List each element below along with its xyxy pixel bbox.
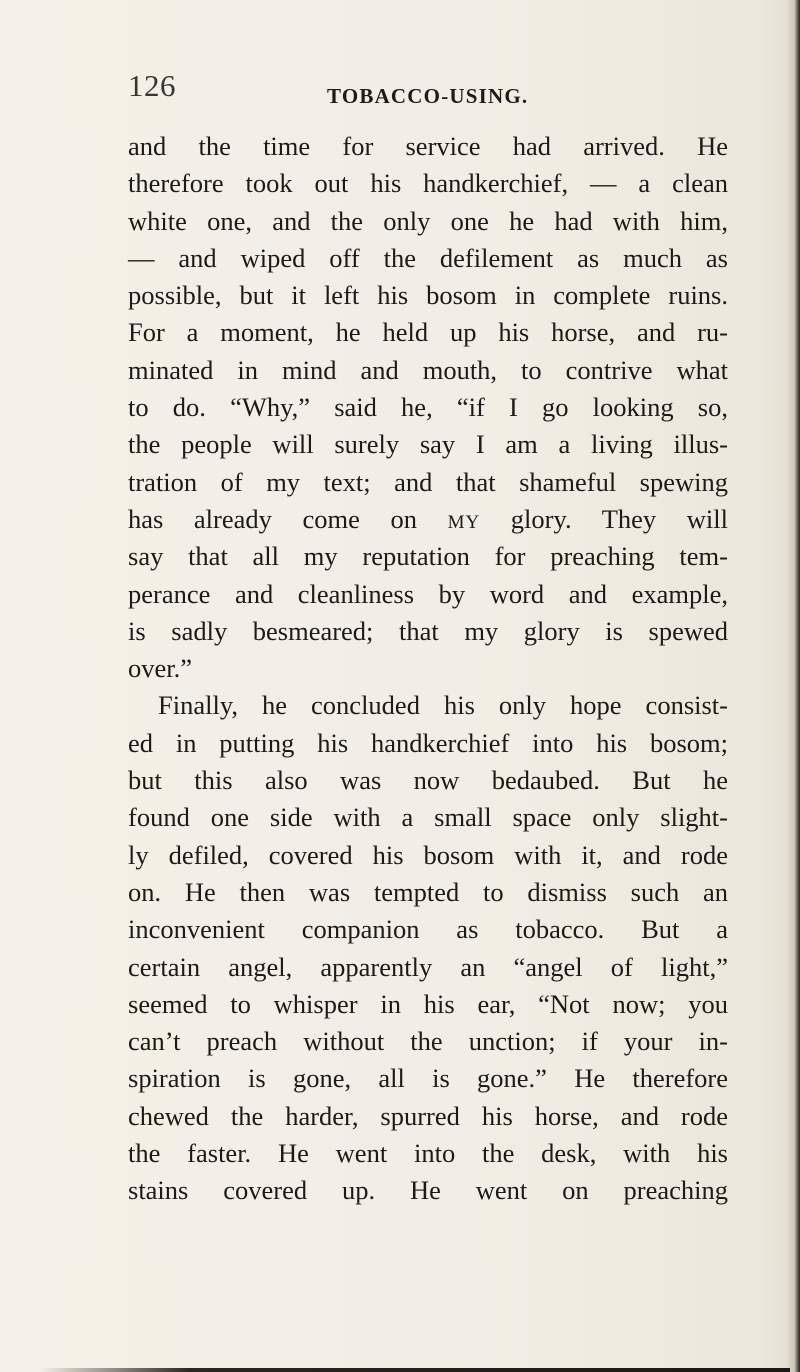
- text-line: to do. “Why,” said he, “if I go looking so,: [128, 392, 728, 423]
- page-number: 126: [128, 68, 176, 103]
- text-line: stains covered up. He went on preaching: [128, 1175, 728, 1206]
- text-line: therefore took out his handkerchief, — a clean: [128, 168, 728, 199]
- text-line: inconvenient companion as tobacco. But a: [128, 914, 728, 945]
- text-line: found one side with a small space only slight-: [128, 802, 728, 833]
- text-line: the people will surely say I am a living illus-: [128, 429, 728, 460]
- text-line: on. He then was tempted to dismiss such an: [128, 876, 728, 907]
- text-line: ed in putting his handkerchief into his bosom;: [128, 727, 728, 758]
- text-line: white one, and the only one he had with him,: [128, 205, 728, 236]
- line-segment: has already come on: [128, 503, 417, 534]
- text-line: seemed to whisper in his ear, “Not now; you: [128, 988, 728, 1019]
- text-line: spiration is gone, all is gone.” He therefore: [128, 1063, 728, 1094]
- text-line: minated in mind and mouth, to contrive what: [128, 354, 728, 385]
- text-line: certain angel, apparently an “angel of light,”: [128, 951, 728, 982]
- text-line: — and wiped off the defilement as much as: [128, 242, 728, 273]
- text-line: chewed the harder, spurred his horse, and rode: [128, 1100, 728, 1131]
- text-line: over.”: [128, 653, 193, 684]
- text-line: tration of my text; and that shameful spewing: [128, 466, 728, 497]
- text-line: possible, but it left his bosom in complete ruins.: [128, 280, 728, 311]
- text-line: is sadly besmeared; that my glory is spewed: [128, 615, 728, 646]
- line-segment: glory. They will: [510, 503, 729, 534]
- small-caps-word: MY: [447, 511, 481, 533]
- text-line: can’t preach without the unction; if your in-: [128, 1026, 728, 1057]
- text-line: and the time for service had arrived. He: [128, 131, 728, 161]
- page-bottom-edge: [40, 1368, 790, 1372]
- running-head: TOBACCO-USING.: [327, 84, 529, 108]
- text-line: perance and cleanliness by word and example,: [128, 578, 728, 609]
- text-line-with-small-caps: [128, 501, 728, 538]
- text-line: but this also was now bedaubed. But he: [128, 765, 728, 796]
- text-line: For a moment, he held up his horse, and ru-: [128, 317, 728, 348]
- text-line: the faster. He went into the desk, with his: [128, 1138, 728, 1169]
- body-text: [128, 128, 728, 1210]
- text-line: ly defiled, covered his bosom with it, and rode: [128, 839, 728, 870]
- text-line: say that all my reputation for preaching tem-: [128, 541, 728, 572]
- paragraph-start-line: Finally, he concluded his only hope consist-: [158, 690, 728, 721]
- page-edge-shadow: [786, 0, 800, 1372]
